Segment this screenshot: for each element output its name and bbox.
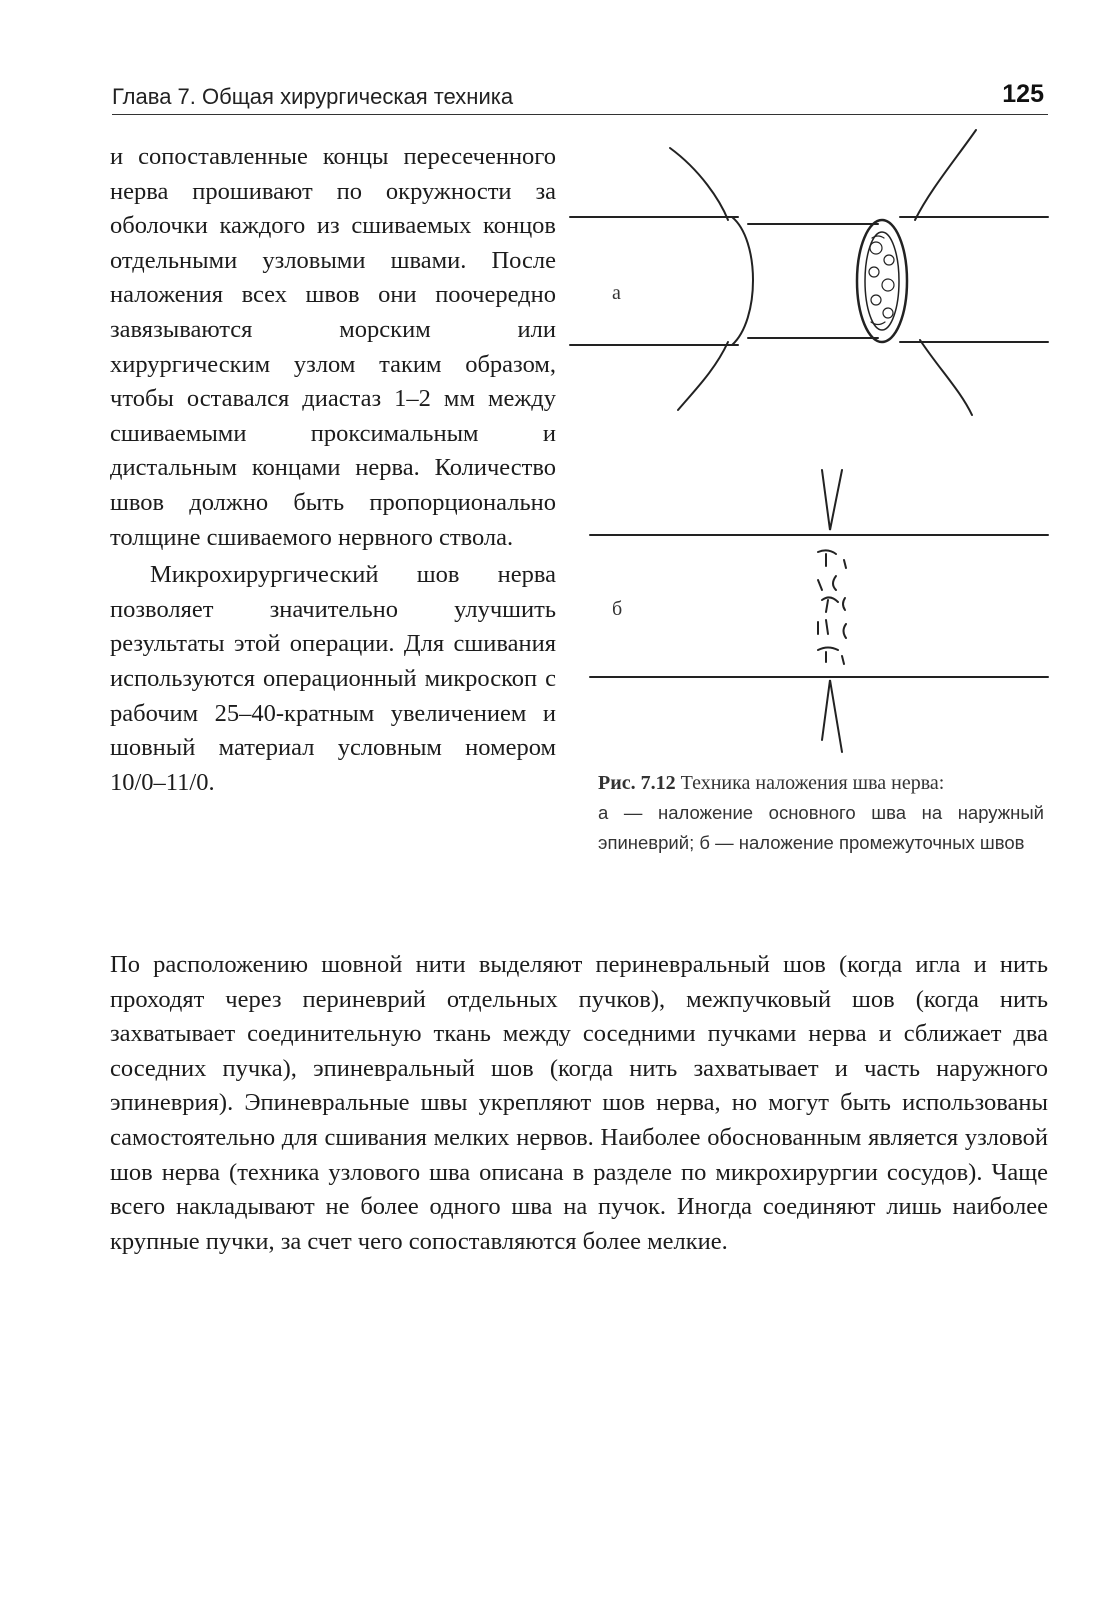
caption-title — [598, 768, 1044, 798]
full-paragraph: По расположению шовной нити выделяют периневральный шов (когда игла и нить проходят через периневрий отдельных пучков), межпучковый шов (когда нить захватывает соединительную ткань между соседними пучками нерва и сближает два соседних пучка), эпиневральный шов (когда нить захватывает и часть наружного эпиневрия). Эпиневральные швы укрепляют шов нерва, но могут быть использованы самостоятельно для сшивания мелких нервов. Наиболее обоснованным является узловой шов нерва (техника узлового шва описана в разделе по микрохирургии сосудов). Чаще всего накладывают не более одного шва на пучок. Иногда соединяют лишь наиболее крупные пучки, за счет чего сопоставляются более мелкие. — [110, 951, 1048, 1255]
suture-thread-a4 — [920, 340, 972, 415]
figure-nerve-suture — [560, 120, 1080, 770]
suture-thread-a1 — [670, 148, 728, 220]
column-paragraph-2: Микрохирургический шов нерва позволяет значительно улучшить результаты этой операции. Для сшивания используются операционный микроскоп с рабочим 25–40-кратным увеличением и шовный материал условным номером 10/0–11/0. — [110, 561, 556, 796]
figure-caption — [598, 768, 1044, 858]
figure-label-a: а — [612, 282, 621, 304]
column-text — [110, 140, 556, 800]
suture-thread-a2 — [678, 342, 728, 410]
figure-label-b: б — [612, 598, 623, 620]
full-width-text — [110, 948, 1048, 1259]
caption-number: Рис. 7.12 — [598, 772, 676, 794]
page-number: 125 — [1002, 80, 1044, 108]
nerve-a-left-end — [732, 217, 753, 345]
caption-title-text: Техника наложения шва нерва: — [675, 772, 945, 794]
suture-b-top-needle — [822, 470, 842, 530]
caption-description: а — наложение основного шва на наружный эпиневрий; б — наложение промежуточных швов — [598, 802, 1044, 853]
suture-thread-a3 — [915, 130, 976, 220]
column-paragraph-1: и сопоставленные концы пересеченного нерва прошивают по окружности за оболочки каждого из сшиваемых концов отдельными узловыми швами. После наложения всех швов они поочередно завязываются морским или хирургическим узлом таким образом, чтобы оставался диастаз 1–2 мм между сшиваемыми проксимальным и дистальным концами нерва. Количество швов должно быть пропорционально толщине сшиваемого нервного ствола. — [110, 143, 556, 551]
chapter-title: Глава 7. Общая хирургическая техника — [112, 84, 514, 109]
running-header — [112, 80, 1048, 115]
suture-b-bottom-needle — [822, 680, 842, 752]
nerve-suture-illustration — [560, 120, 1080, 770]
